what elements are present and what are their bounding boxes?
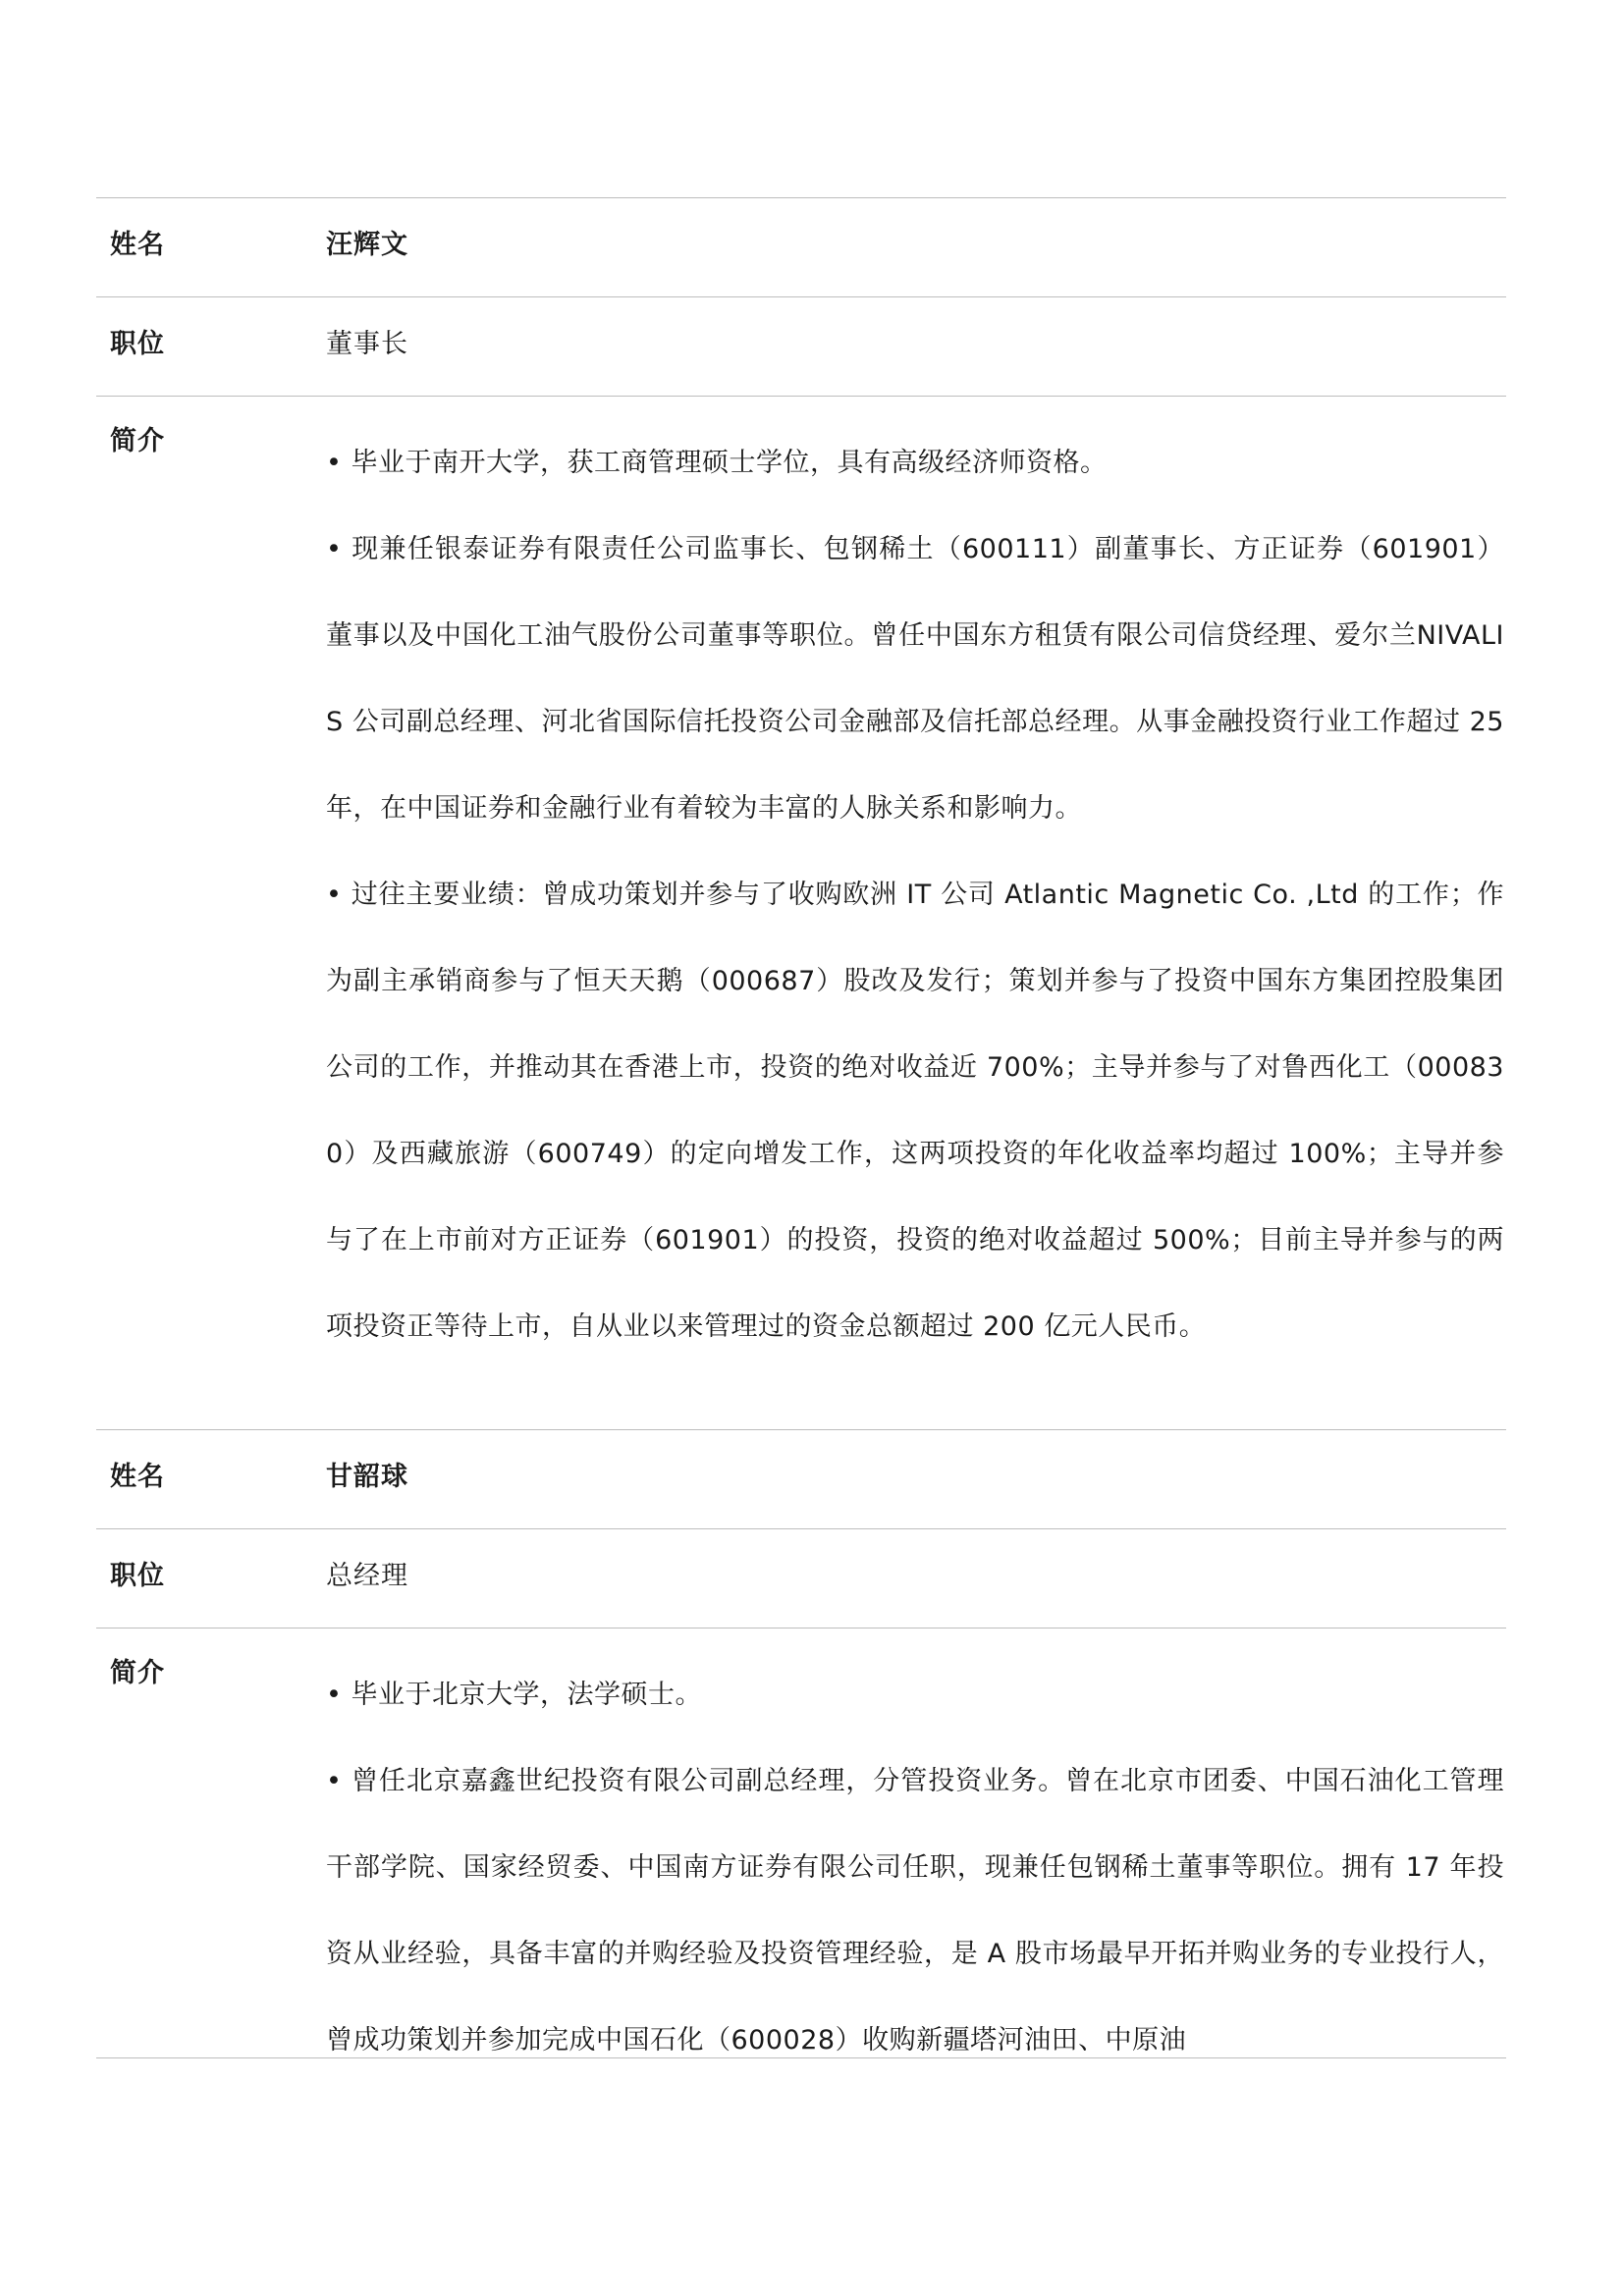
position-row — [96, 296, 1506, 396]
intro-row — [96, 396, 1506, 1423]
name-row — [96, 1429, 1506, 1528]
position-row — [96, 1528, 1506, 1628]
person-position: 董事长 — [326, 329, 408, 359]
position-label: 职位 — [110, 329, 165, 359]
name-row — [96, 197, 1506, 296]
divider — [96, 2057, 1506, 2058]
intro-paragraph: • 现兼任银泰证券有限责任公司监事长、包钢稀土（600111）副董事长、方正证券（601901）董事以及中国化工油气股份公司董事等职位。曾任中国东方租赁有限公司信贷经理、爱尔兰NIVALIS 公司副总经理、河北省国际信托投资公司金融部及信托部总经理。从事金融投资行业工作超过 25 年，在中国证券和金融行业有着较为丰富的人脉关系和影响力。 — [326, 534, 1504, 824]
intro-paragraph: • 毕业于北京大学，法学硕士。 — [326, 1680, 703, 1710]
intro-paragraph: • 过往主要业绩：曾成功策划并参与了收购欧洲 IT 公司 Atlantic Magnetic Co. ,Ltd 的工作；作为副主承销商参与了恒天天鹅（000687）股改及发行；策划并参与了投资中国东方集团控股集团公司的工作，并推动其在香港上市，投资的绝对收益近 700%；主导并参与了对鲁西化工（000830）及西藏旅游（600749）的定向增发工作，这两项投资的年化收益率均超过 100%；主导并参与了在上市前对方正证券（601901）的投资，投资的绝对收益超过 500%；目前主导并参与的两项投资正等待上市，自从业以来管理过的资金总额超过 200 亿元人民币。 — [326, 880, 1504, 1342]
person-name: 甘韶球 — [326, 1462, 408, 1492]
intro-label: 简介 — [110, 1658, 165, 1688]
person-name: 汪辉文 — [326, 230, 408, 260]
intro-label: 简介 — [110, 426, 165, 456]
intro-paragraph: • 曾任北京嘉鑫世纪投资有限公司副总经理，分管投资业务。曾在北京市团委、中国石油化工管理干部学院、国家经贸委、中国南方证券有限公司任职，现兼任包钢稀土董事等职位。拥有 17 年投资从业经验，具备丰富的并购经验及投资管理经验，是 A 股市场最早开拓并购业务的专业投行人，曾成功策划并参加完成中国石化（600028）收购新疆塔河油田、中原油 — [326, 1766, 1504, 2056]
intro-row — [96, 1628, 1506, 2257]
profile-card — [96, 1429, 1506, 2257]
person-position: 总经理 — [326, 1561, 408, 1591]
intro-paragraph: • 毕业于南开大学，获工商管理硕士学位，具有高级经济师资格。 — [326, 448, 1108, 478]
intro-body — [326, 397, 1504, 1423]
intro-body — [326, 1629, 1504, 2084]
name-label: 姓名 — [110, 1462, 165, 1492]
profile-card — [96, 197, 1506, 1423]
name-label: 姓名 — [110, 230, 165, 260]
position-label: 职位 — [110, 1561, 165, 1591]
